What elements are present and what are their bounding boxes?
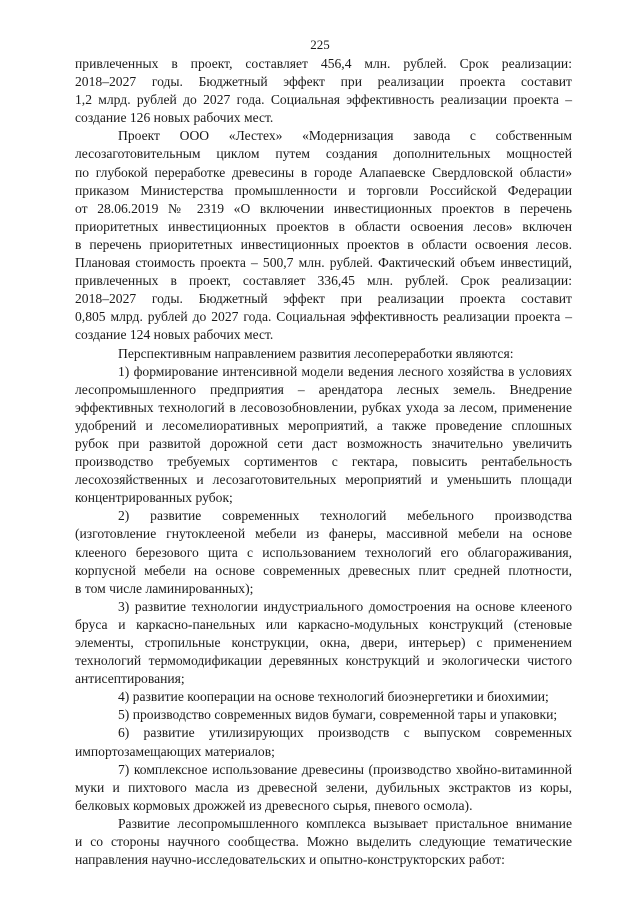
text-line: 2018–2027 годы. Бюджетный эффект при реализации проекта составит xyxy=(75,291,572,307)
text-line: 6) развитие утилизирующих производств с выпуском современных xyxy=(118,725,572,741)
text-line: бруса и каркасно-панельных или каркасно-модульных конструкций (стеновые xyxy=(75,616,572,632)
body-text xyxy=(75,55,572,869)
text-line: по глубокой переработке древесины в городе Алапаевске Свердловской области» xyxy=(75,164,572,180)
text-line: и со стороны научного сообщества. Можно выделить следующие тематические xyxy=(75,834,572,850)
paragraph xyxy=(75,688,572,706)
text-line: муки и пихтового масла из древесной зелени, дубильных экстрактов из коры, xyxy=(75,779,572,795)
text-line: создание 126 новых рабочих мест. xyxy=(75,110,274,126)
text-line: антисептирования; xyxy=(75,671,185,687)
text-line: от 28.06.2019 № 2319 «О включении инвестиционных проектов в перечень xyxy=(75,200,572,216)
text-line: лесозаготовительным циклом путем создания дополнительных мощностей xyxy=(75,146,572,162)
text-line: концентрированных рубок; xyxy=(75,490,233,506)
text-line: 0,805 млрд. рублей до 2027 года. Социальная эффективность реализации проекта – xyxy=(75,309,572,325)
text-line: 1,2 млрд. рублей до 2027 года. Социальная эффективность реализации проекта – xyxy=(75,92,572,108)
text-line: эффективных технологий в лесовозобновлении, рубках ухода за лесом, применение xyxy=(75,399,572,415)
text-line: (изготовление гнутоклееной мебели из фанеры, массивной мебели на основе xyxy=(75,526,572,542)
text-line: 3) развитие технологии индустриального домостроения на основе клееного xyxy=(118,598,572,614)
text-line: в том числе ламинированных); xyxy=(75,580,254,596)
text-line: 5) производство современных видов бумаги, современной тары и упаковки; xyxy=(118,707,558,723)
text-line: в перечень приоритетных инвестиционных проектов в области освоения лесов. xyxy=(75,236,572,252)
text-line: 1) формирование интенсивной модели ведения лесного хозяйства в условиях xyxy=(118,363,572,379)
text-line: 4) развитие кооперации на основе технологий биоэнергетики и биохимии; xyxy=(118,689,549,705)
text-line: элементы, стропильные конструкции, окна, двери, интерьер) с применением xyxy=(75,635,572,650)
text-line: приказом Министерства промышленности и торговли Российской Федерации xyxy=(75,182,572,198)
text-line: производство требуемых сортиментов с гектара, повысить рентабельность xyxy=(75,454,572,470)
text-line: 2) развитие современных технологий мебельного производства xyxy=(118,508,572,524)
text-line: приоритетных инвестиционных проектов в области освоения лесов» включен xyxy=(75,218,572,234)
text-line: привлеченных в проект, составляет 456,4 млн. рублей. Срок реализации: xyxy=(75,56,572,71)
text-line: создание 124 новых рабочих мест. xyxy=(75,327,274,343)
paragraph xyxy=(75,761,572,815)
paragraph xyxy=(75,706,572,724)
text-line: Проект ООО «Лестех» «Модернизация завода с собственным xyxy=(118,128,572,144)
paragraph xyxy=(75,345,572,363)
text-line: направления научно-исследовательских и опытно-конструкторских работ: xyxy=(75,852,505,868)
text-line: белковых кормовых дрожжей из древесного сырья, пневого осмола). xyxy=(75,797,473,813)
text-line: удобрений и лесомелиоративных мероприятий, а также проведение сплошных xyxy=(75,417,572,433)
paragraph xyxy=(75,55,572,127)
paragraph xyxy=(75,507,572,597)
paragraph xyxy=(75,815,572,869)
paragraph xyxy=(75,598,572,688)
text-line: лесопромышленного предприятия – арендатора лесных земель. Внедрение xyxy=(75,381,572,397)
text-line: лесохозяйственных и лесозаготовительных мероприятий и уменьшить площади xyxy=(75,472,572,488)
text-line: Перспективным направлением развития лесопереработки являются: xyxy=(118,345,514,361)
page-number: 225 xyxy=(310,37,330,52)
text-line: клееного березового щита с использованием технологий его облагораживания, xyxy=(75,544,572,560)
text-line: Развитие лесопромышленного комплекса вызывает пристальное внимание xyxy=(118,815,572,831)
paragraph xyxy=(75,363,572,508)
text-line: рубок при развитой дорожной сети даст возможность значительно увеличить xyxy=(75,435,572,451)
paragraph xyxy=(75,127,572,344)
text-line: корпусной мебели на основе современных древесных плит средней плотности, xyxy=(75,562,572,578)
text-line: 2018–2027 годы. Бюджетный эффект при реализации проекта составит xyxy=(75,74,572,90)
text-line: Плановая стоимость проекта – 500,7 млн. рублей. Фактический объем инвестиций, xyxy=(75,255,572,271)
text-line: импортозамещающих материалов; xyxy=(75,743,275,759)
text-line: технологий термомодификации деревянных конструкций и экологически чистого xyxy=(75,653,572,669)
paragraph xyxy=(75,724,572,760)
text-line: 7) комплексное использование древесины (производство хвойно-витаминной xyxy=(118,761,572,777)
text-line: привлеченных в проект, составляет 336,45 млн. рублей. Срок реализации: xyxy=(75,273,572,289)
